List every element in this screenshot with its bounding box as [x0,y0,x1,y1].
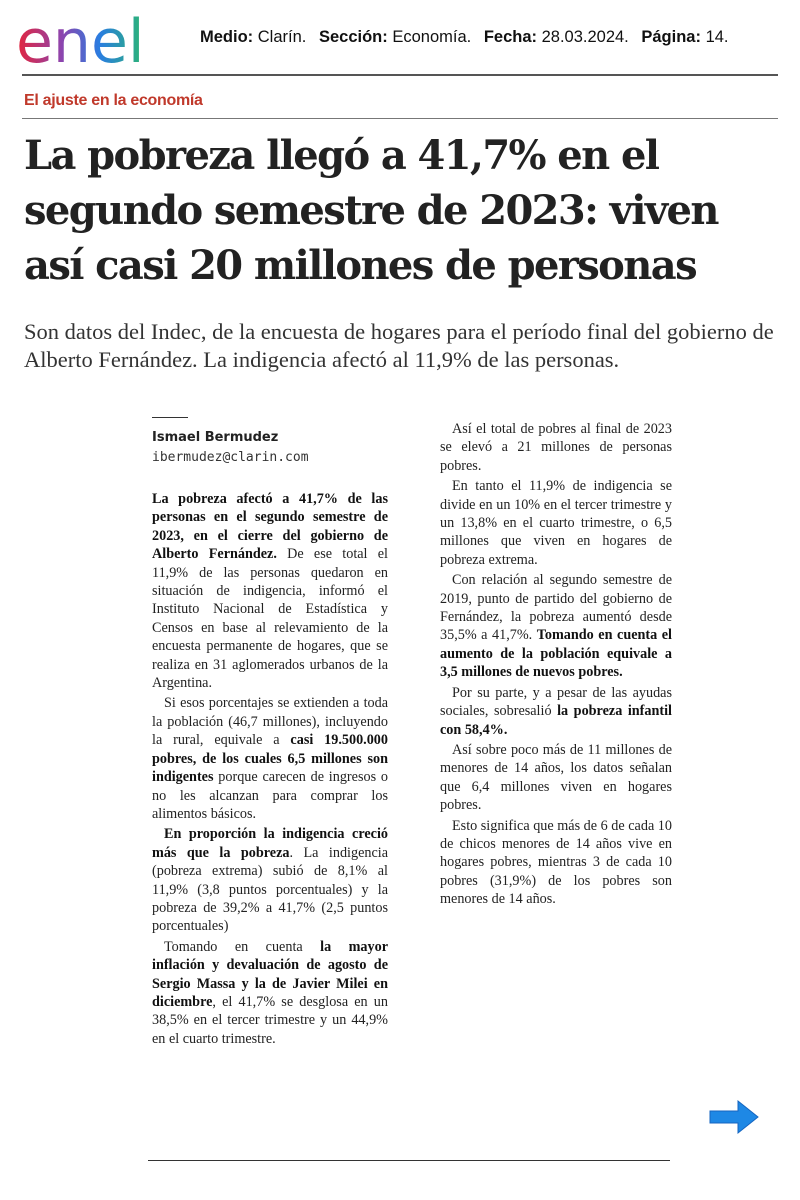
text-run: En tanto el 11,9% de indigencia se divide en un 10% en el tercer trimestre y un 13,8% en el cuarto trimestre, o 6,5 millones que viven en hogares de pobreza extrema. [440,478,672,568]
bold-text: Tomando en cuenta el aumento de la población equivale a 3,5 millones de nuevos pobres. [440,627,672,681]
article-paragraph [152,694,388,823]
headline: La pobreza llegó a 41,7% en el segundo semestre de 2023: viven así casi 20 millones de personas [24,132,718,289]
bold-text: En proporción la indigencia creció más que la pobreza [152,826,388,861]
subhead: Son datos del Indec, de la encuesta de hogares para el período final del gobierno de Alberto Fernández. La indigencia afectó al 11,9% de las personas. [24,319,774,372]
article-paragraph [440,741,672,815]
text-run: Tomando en cuenta [164,938,321,955]
pagina-label: Página: [641,28,701,46]
article-column-1 [152,490,388,1050]
bold-text: La pobreza afectó a 41,7% de las personas en el segundo semestre de 2023, en el cierre del gobierno de Alberto Fernández. [152,491,388,563]
article-paragraph [152,825,388,935]
source-metadata [200,28,790,47]
section-divider [22,118,778,119]
article-paragraph [440,477,672,569]
text-run: porque carecen de ingresos o no les alcanzan para comprar los alimentos básicos. [152,769,388,822]
seccion-label: Sección: [318,28,388,46]
svg-text:enel: enel [16,7,145,70]
fecha-label: Fecha: [483,28,537,46]
article-paragraph [440,684,672,739]
text-run: Por su parte, y a pesar de las ayudas sociales, sobresalió [440,684,672,720]
article-paragraph [440,571,672,681]
bold-text: casi 19.500.000 pobres, de los cuales 6,5 millones son indigentes [152,732,388,786]
article-paragraph [440,817,672,909]
article-paragraph [440,420,672,475]
text-run: Esto significa que más de 6 de cada 10 de chicos menores de 14 años vive en hogares pobres, mientras 3 de cada 10 pobres (31,9%) de los pobres son menores de 14 años. [440,817,672,908]
text-run: Con relación al segundo semestre de 2019, punto de partido del gobierno de Fernández, la pobreza aumentó desde 35,5% a 41,7%. [440,572,672,644]
fecha-value: 28.03.2024. [541,28,629,46]
text-run: . La indigencia (pobreza extrema) subió de 8,1% al 11,9% (3,8 puntos porcentuales) y la pobreza de 39,2% a 41,7% (2,5 puntos porcentuales) [152,844,388,935]
text-run: Así el total de pobres al final de 2023 se elevó a 21 millones de personas pobres. [440,421,672,474]
text-run: , el 41,7% se desglosa en un 38,5% en el tercer trimestre y un 44,9% en el cuarto trimestre. [152,993,388,1047]
article-paragraph [152,490,388,692]
text-run: De ese total el 11,9% de las personas quedaron en situación de indigencia, informó el Instituto Nacional de Estadística y Censos en base al relevamiento de la encuesta permanente de hogares, que se realiza en 31 aglomerados urbanos de la Argentina. [152,546,388,692]
bold-text: la pobreza infantil con 58,4%. [440,703,672,738]
medio-value: Clarín. [257,28,307,46]
seccion-value: Economía. [392,28,472,46]
byline-divider [152,417,188,418]
article-paragraph [152,938,388,1048]
header-divider [22,74,778,76]
section-label: El ajuste en la economía [24,92,203,109]
article-column-2 [440,420,672,911]
bold-text: la mayor inflación y devaluación de agosto de Sergio Massa y la de Javier Milei en diciembre [152,938,388,1010]
medio-label: Medio: [200,28,254,46]
footer-divider [148,1160,670,1161]
arrow-right-icon[interactable] [708,1098,760,1136]
enel-logo [14,6,184,70]
author-email: ibermudez@clarin.com [152,450,309,465]
author-name: Ismael Bermudez [152,430,279,445]
text-run: Si esos porcentajes se extienden a toda la población (46,7 millones), incluyendo la rural, equivale a [152,695,388,749]
pagina-value: 14. [705,28,729,46]
text-run: Así sobre poco más de 11 millones de menores de 14 años, los datos señalan que 6,4 millones viven en hogares pobres. [440,741,672,814]
